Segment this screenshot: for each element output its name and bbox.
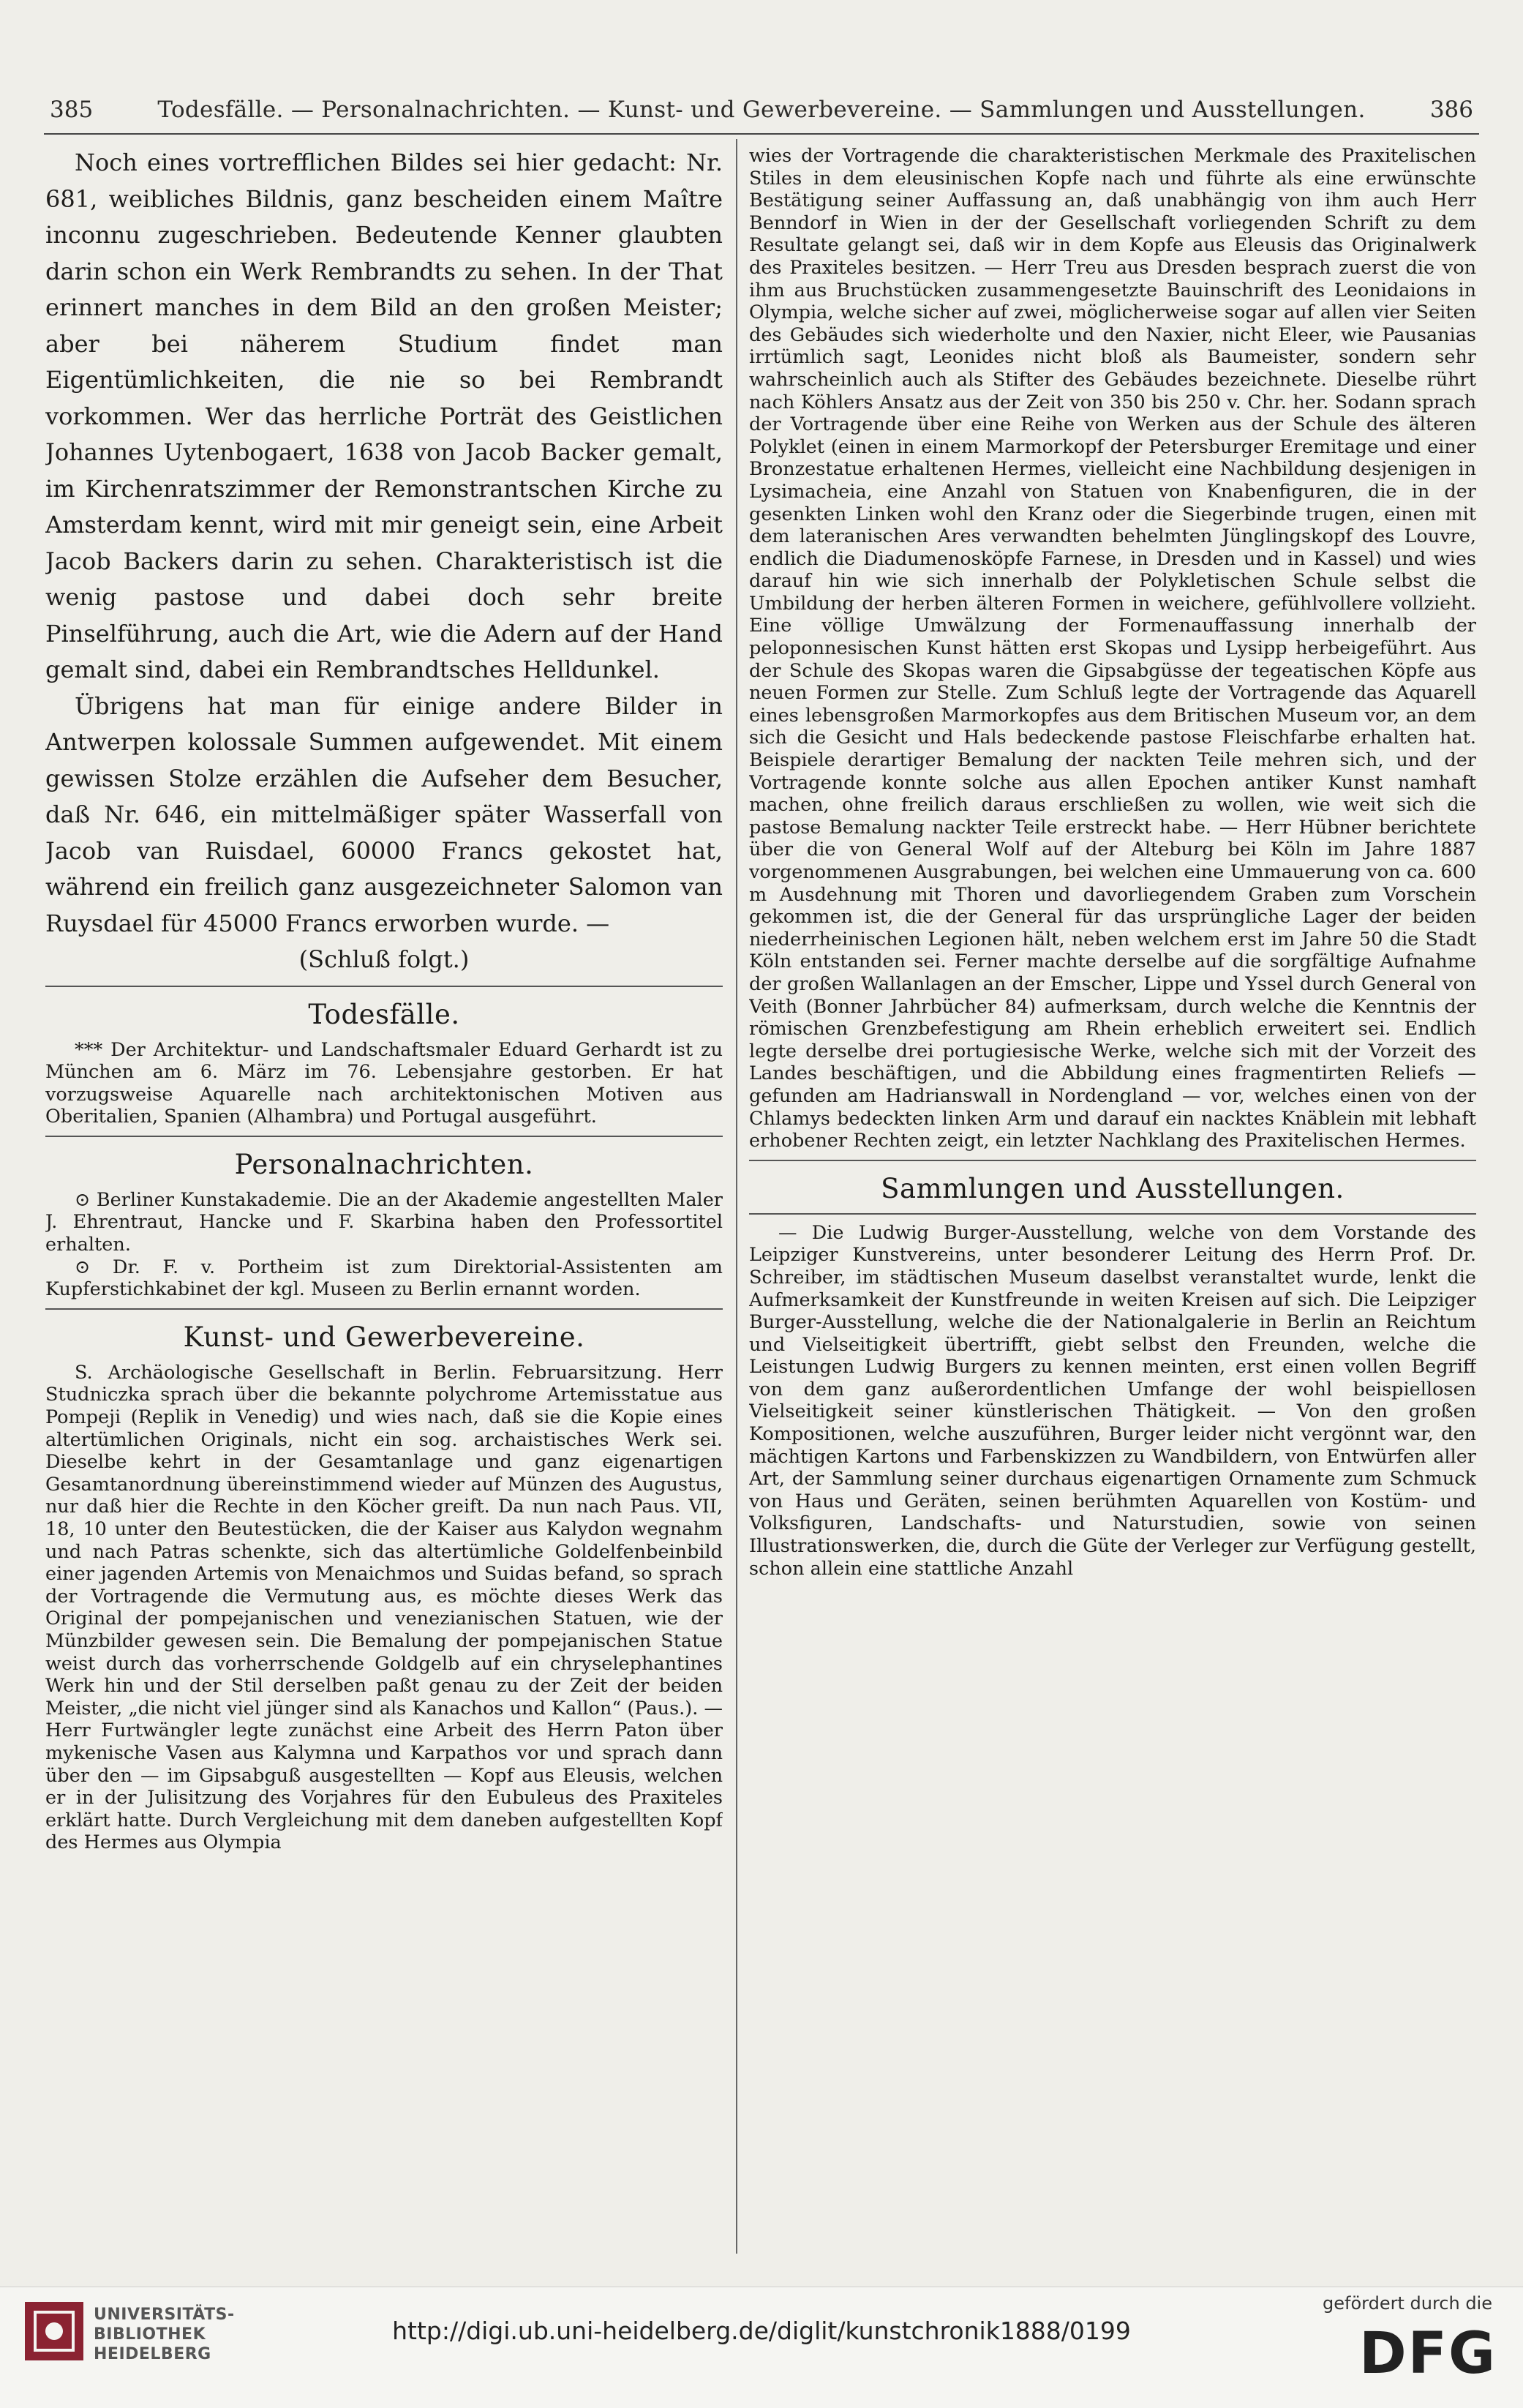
page-number-right: 386 <box>1429 97 1473 123</box>
funding-note: gefördert durch die <box>1323 2293 1492 2314</box>
left-column <box>45 145 723 2259</box>
source-url[interactable]: http://digi.ub.uni-heidelberg.de/diglit/kunstchronik1888/0199 <box>392 2317 1131 2345</box>
page-number-left: 385 <box>50 97 94 123</box>
news-item: S. Archäologische Gesellschaft in Berlin. Februarsitzung. Herr Studniczka sprach über die bekannte polychrome Artemisstatue aus Pompeji (Replik in Venedig) und wies nach, daß sie die Kopie eines altertümlichen Originals, nicht ein sog. archaistisches Werk sei. Dieselbe kehrt in der Gesamtanlage und ganz eigenartigen Gesamtanordnung übereinstimmend wieder auf Münzen des Augustus, nur daß hier die Rechte in den Köcher greift. Da nun nach Paus. VII, 18, 10 unter den Beutestücken, die der Kaiser aus Kalydon wegnahm und nach Patras schenkte, sich das altertümliche Goldelfenbeinbild einer jagenden Artemis von Menaichmos und Suidas befand, so sprach der Vortragende die Vermutung aus, es möchte dieses Werk das Original der pompejanischen und venezianischen Statuen, wie der Münzbilder gewesen sein. Die Bemalung der pompejanischen Statue weist durch das vorherrschende Goldgelb auf ein chryselephantines Werk hin und der Stil derselben paßt genau zu der Zeit der beiden Meister, „die nicht viel jünger sind als Kanachos und Kallon“ (Paus.). — Herr Furtwängler legte zunächst eine Arbeit des Herrn Paton über mykenische Vasen aus Kalymna und Karpathos vor und sprach dann über den — im Gipsabguß ausgestellten — Kopf aus Eleusis, welchen er in der Julisitzung des Vorjahres für den Eubuleus des Praxiteles erklärt hatte. Durch Vergleichung mit dem daneben aufgestellten Kopf des Hermes aus Olympia <box>45 1361 723 1854</box>
news-item: *** Der Architektur- und Landschaftsmaler Eduard Gerhardt ist zu München am 6. März im 76. Lebensjahre gestorben. Er hat vorzugsweise Aquarelle nach architektonischen Motiven aus Oberitalien, Spanien (Alhambra) und Portugal ausgeführt. <box>45 1038 723 1128</box>
column-divider <box>736 139 737 2254</box>
dfg-logo: DFG <box>1358 2321 1497 2387</box>
paragraph: Übrigens hat man für einige andere Bilder in Antwerpen kolossale Summen aufgewendet. Mit einem gewissen Stolze erzählen die Aufseher dem Besucher, daß Nr. 646, ein mittelmäßiger später Wasserfall von Jacob van Ruisdael, 60000 Francs gekostet hat, während ein freilich ganz ausgezeichneter Salomon van Ruysdael für 45000 Francs erworben wurde. — <box>45 691 723 937</box>
digitization-footer <box>0 2287 1523 2408</box>
section-heading-personal: Personalnachrichten. <box>234 1148 534 1180</box>
section-heading-todesfaelle: Todesfälle. <box>308 998 460 1030</box>
running-title: Todesfälle. — Personalnachrichten. — Kunst- und Gewerbevereine. — Sammlungen und Ausstellungen. <box>157 97 1366 123</box>
news-item: ⊙ Berliner Kunstakademie. Die an der Akademie angestellten Maler J. Ehrentraut, Hancke und F. Skarbina haben den Professortitel erhalten. <box>45 1188 723 1256</box>
news-item: ⊙ Dr. F. v. Portheim ist zum Direktorial-Assistenten am Kupferstichkabinet der kgl. Museen zu Berlin ernannt worden. <box>45 1256 723 1301</box>
right-column <box>749 145 1476 2259</box>
section-rule <box>45 1136 723 1137</box>
continued-note: (Schluß folgt.) <box>298 945 470 973</box>
section-heading-sammlungen: Sammlungen und Ausstellungen. <box>881 1172 1345 1204</box>
university-name: UNIVERSITÄTS- BIBLIOTHEK HEIDELBERG <box>94 2306 235 2363</box>
paragraph: Noch eines vortrefflichen Bildes sei hier gedacht: Nr. 681, weibliches Bildnis, ganz bescheiden einem Maître inconnu zugeschrieben. Bedeutende Kenner glaubten darin schon ein Werk Rembrandts zu sehen. In der That erinnert manches in dem Bild an den großen Meister; aber bei näherem Studium findet man Eigentümlichkeiten, die nie so bei Rembrandt vorkommen. Wer das herrliche Porträt des Geistlichen Johannes Uytenbogaert, 1638 von Jacob Backer gemalt, im Kirchenratszimmer der Remonstrantschen Kirche zu Amsterdam kennt, wird mit mir geneigt sein, eine Arbeit Jacob Backers darin zu sehen. Charakteristisch ist die wenig pastose und dabei doch sehr breite Pinselführung, auch die Art, wie die Adern auf der Hand gemalt sind, dabei ein Rembrandtsches Helldunkel. <box>45 149 723 683</box>
section-rule <box>45 986 723 987</box>
section-rule <box>749 1160 1476 1161</box>
section-heading-kunst: Kunst- und Gewerbevereine. <box>183 1321 585 1353</box>
news-item: — Die Ludwig Burger-Ausstellung, welche von dem Vorstande des Leipziger Kunstvereins, unter besonderer Leitung des Herrn Prof. Dr. Schreiber, im städtischen Museum daselbst veranstaltet wurde, lenkt die Aufmerksamkeit der Kunstfreunde in weiten Kreisen auf sich. Die Leipziger Burger-Ausstellung, welche die der Nationalgalerie in Berlin an Reichtum und Vielseitigkeit übertrifft, giebt selbst den Freunden, welche die Leistungen Ludwig Burgers zu kennen meinten, erst einen vollen Begriff von dem ganz außerordentlichen Umfange der wohl beispiellosen Vielseitigkeit seiner künstlerischen Thätigkeit. — Von den großen Kompositionen, welche auszuführen, Burger leider nicht vergönnt war, den mächtigen Kartons und Farbenskizzen zu Wandbildern, von Entwürfen aller Art, der Sammlung seiner durchaus eigenartigen Ornamente zum Schmuck von Haus und Geräten, seinen berühmten Aquarellen von Kostüm- und Volksfiguren, Landschafts- und Naturstudien, sowie von seinen Illustrationswerken, die, durch die Güte der Verleger zur Verfügung gestellt, schon allein eine stattliche Anzahl <box>749 1221 1476 1580</box>
running-header <box>44 88 1479 132</box>
header-rule <box>44 133 1479 135</box>
section-rule <box>749 1213 1476 1215</box>
section-rule <box>45 1308 723 1310</box>
news-item-continued: wies der Vortragende die charakteristischen Merkmale des Praxitelischen Stiles in dem eleusinischen Kopfe nach und führte als eine erwünschte Bestätigung seiner Auffassung an, daß unabhängig von ihm auch Herr Benndorf in Wien in der der Gesellschaft vorliegenden Schrift zu dem Resultate gelangt sei, daß wir in dem Kopfe aus Eleusis das Originalwerk des Praxiteles besitzen. — Herr Treu aus Dresden besprach zuerst die von ihm aus Bruchstücken zusammengesetzte Bauinschrift des Leonidaions in Olympia, welche sicher auf zwei, möglicherweise sogar auf allen vier Seiten des Gebäudes sich wiederholte und den Naxier, nicht Eleer, wie Pausanias irrtümlich sagt, Leonides nicht bloß als Baumeister, sondern sehr wahrscheinlich auch als Stifter des Gebäudes bezeichnete. Dieselbe rührt nach Köhlers Ansatz aus der Zeit von 350 bis 250 v. Chr. her. Sodann sprach der Vortragende über eine Reihe von Werken aus der Schule des älteren Polyklet (einen in einem Marmorkopf der Petersburger Eremitage und einer Bronzestatue erhaltenen Hermes, vielleicht eine Nachbildung desjenigen in Lysimacheia, eine Anzahl von Statuen von Knabenfiguren, die in der gesenkten Linken wohl den Kranz oder die Siegerbinde trugen, einen mit dem lateranischen Ares verwandten behelmten Jünglingskopf des Louvre, endlich die Diadumenosköpfe Farnese, in Dresden und in Kassel) und wies darauf hin wie sich innerhalb der Polykletischen Schule selbst die Umbildung der herben älteren Formen in weichere, gefühlvollere vollzieht. Eine völlige Umwälzung der Formenauffassung innerhalb der peloponnesischen Kunst hätten erst Skopas und Lysipp herbeigeführt. Aus der Schule des Skopas waren die Gipsabgüsse der tegeatischen Köpfe aus neuen Formen zur Stelle. Zum Schluß legte der Vortragende das Aquarell eines lebensgroßen Marmorkopfes aus dem Britischen Museum vor, an dem sich die Gesicht und Hals bedeckende pastose Fleischfarbe erhalten hat. Beispiele derartiger Bemalung der nackten Teile mehren sich, und der Vortragende konnte solche aus allen Epochen antiker Kunst namhaft machen, ohne freilich daraus erschließen zu wollen, wie weit sich die pastose Bemalung nackter Teile erstreckt habe. — Herr Hübner berichtete über die von General Wolf auf der Alteburg bei Köln im Jahre 1887 vorgenommenen Ausgrabungen, bei welchen eine Ummauerung von ca. 600 m Ausdehnung mit Thoren und davorliegendem Graben zum Vorschein gekommen ist, die der General für das ursprüngliche Lager der beiden niederrheinischen Legionen hält, neben welchem erst im Jahre 50 die Stadt Köln entstanden sei. Ferner machte derselbe auf die sorgfältige Aufnahme der großen Wallanlagen an der Emscher, Lippe und Yssel durch General von Veith (Bonner Jahrbücher 84) aufmerksam, durch welche die Kenntnis der römischen Grenzbefestigung am Rhein erheblich erweitert sei. Endlich legte derselbe drei portugiesische Werke, welche sich mit der Vorzeit des Landes beschäftigen, und die Abbildung eines fragmentirten Reliefs — gefunden am Hadrianswall in Nordengland — vor, welches einen von der Chlamys bedeckten linken Arm und darauf ein nacktes Knäblein mit lebhaft erhobener Rechten zeigt, ein letzter Nachklang des Praxitelischen Hermes. <box>749 145 1476 1152</box>
